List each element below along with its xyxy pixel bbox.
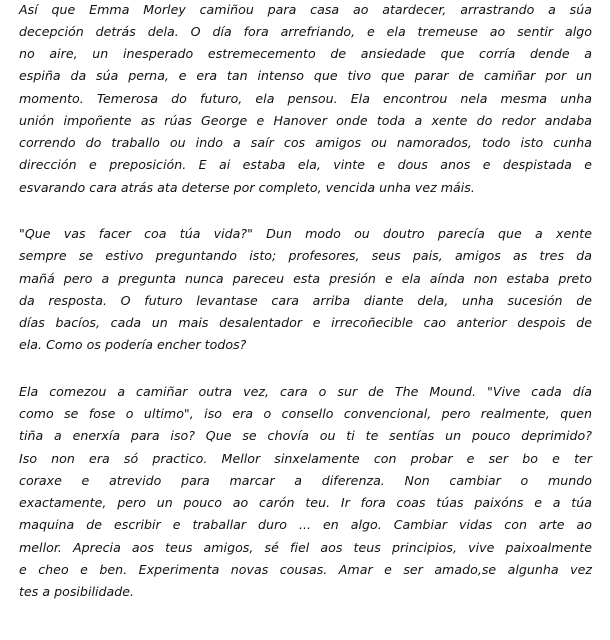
text-line: unión impoñente as rúas George e Hanover onde toda a xente do redor andaba xyxy=(19,113,592,128)
text-line: días bacíos, cada un mais desalentador e irrecoñecible cao anterior despois de xyxy=(19,315,592,330)
text-line: e cheo e ben. Experimenta novas cousas. Amar e ser amado,se algunha vez xyxy=(19,562,592,577)
text-line: ela. Como os podería encher todos? xyxy=(19,337,247,352)
text-line: espiña da súa perna, e era tan intenso que tivo que parar de camiñar por un xyxy=(19,68,592,83)
text-line: correndo do traballo ou indo a saír cos amigos ou namorados, todo isto cunha xyxy=(19,135,592,150)
text-line: coraxe e atrevido para marcar a diferenza. Non cambiar o mundo xyxy=(19,473,592,488)
text-line: mañá pero a pregunta nunca pareceu esta presión e ela aínda non estaba preto xyxy=(19,271,592,286)
text-line: "Que vas facer coa túa vida?" Dun modo ou doutro parecía que a xente xyxy=(19,226,592,241)
text-line: Ela comezou a camiñar outra vez, cara o sur de The Mound. "Vive cada día xyxy=(19,384,592,399)
text-line: decepción detrás dela. O día fora arrefriando, e ela tremeuse ao sentir algo xyxy=(19,24,592,39)
text-line: dirección e preposición. E ai estaba ela, vinte e dous anos e despistada e xyxy=(19,157,592,172)
text-line: da resposta. O futuro levantase cara arriba diante dela, unha sucesión de xyxy=(19,293,592,308)
text-line: sempre se estivo preguntando isto; profesores, seus pais, amigos as tres da xyxy=(19,248,592,263)
text-line: momento. Temerosa do futuro, ela pensou. Ela encontrou nela mesma unha xyxy=(19,91,592,106)
text-line: mellor. Aprecia aos teus amigos, sé fiel aos teus principios, vive paixoalmente xyxy=(19,540,592,555)
text-line: como se fose o ultimo", iso era o consello convencional, pero realmente, quen xyxy=(19,406,592,421)
text-line: tes a posibilidade. xyxy=(19,584,135,599)
text-line: Iso non era só practico. Mellor sinxelamente con probar e ser bo e ter xyxy=(19,451,592,466)
text-line: Así que Emma Morley camiñou para casa ao atardecer, arrastrando a súa xyxy=(19,2,592,17)
text-line: no aire, un inesperado estremecemento de ansiedade que corría dende a xyxy=(19,46,592,61)
text-line: exactamente, pero un pouco ao carón teu. Ir fora coas túas paixóns e a túa xyxy=(19,495,592,510)
text-line: tiña a enerxía para iso? Que se chovía ou ti te sentías un pouco deprimido? xyxy=(19,428,592,443)
text-line: esvarando cara atrás ata deterse por completo, vencida unha vez máis. xyxy=(19,180,475,195)
text-line: maquina de escribir e traballar duro ... en algo. Cambiar vidas con arte ao xyxy=(19,517,592,532)
